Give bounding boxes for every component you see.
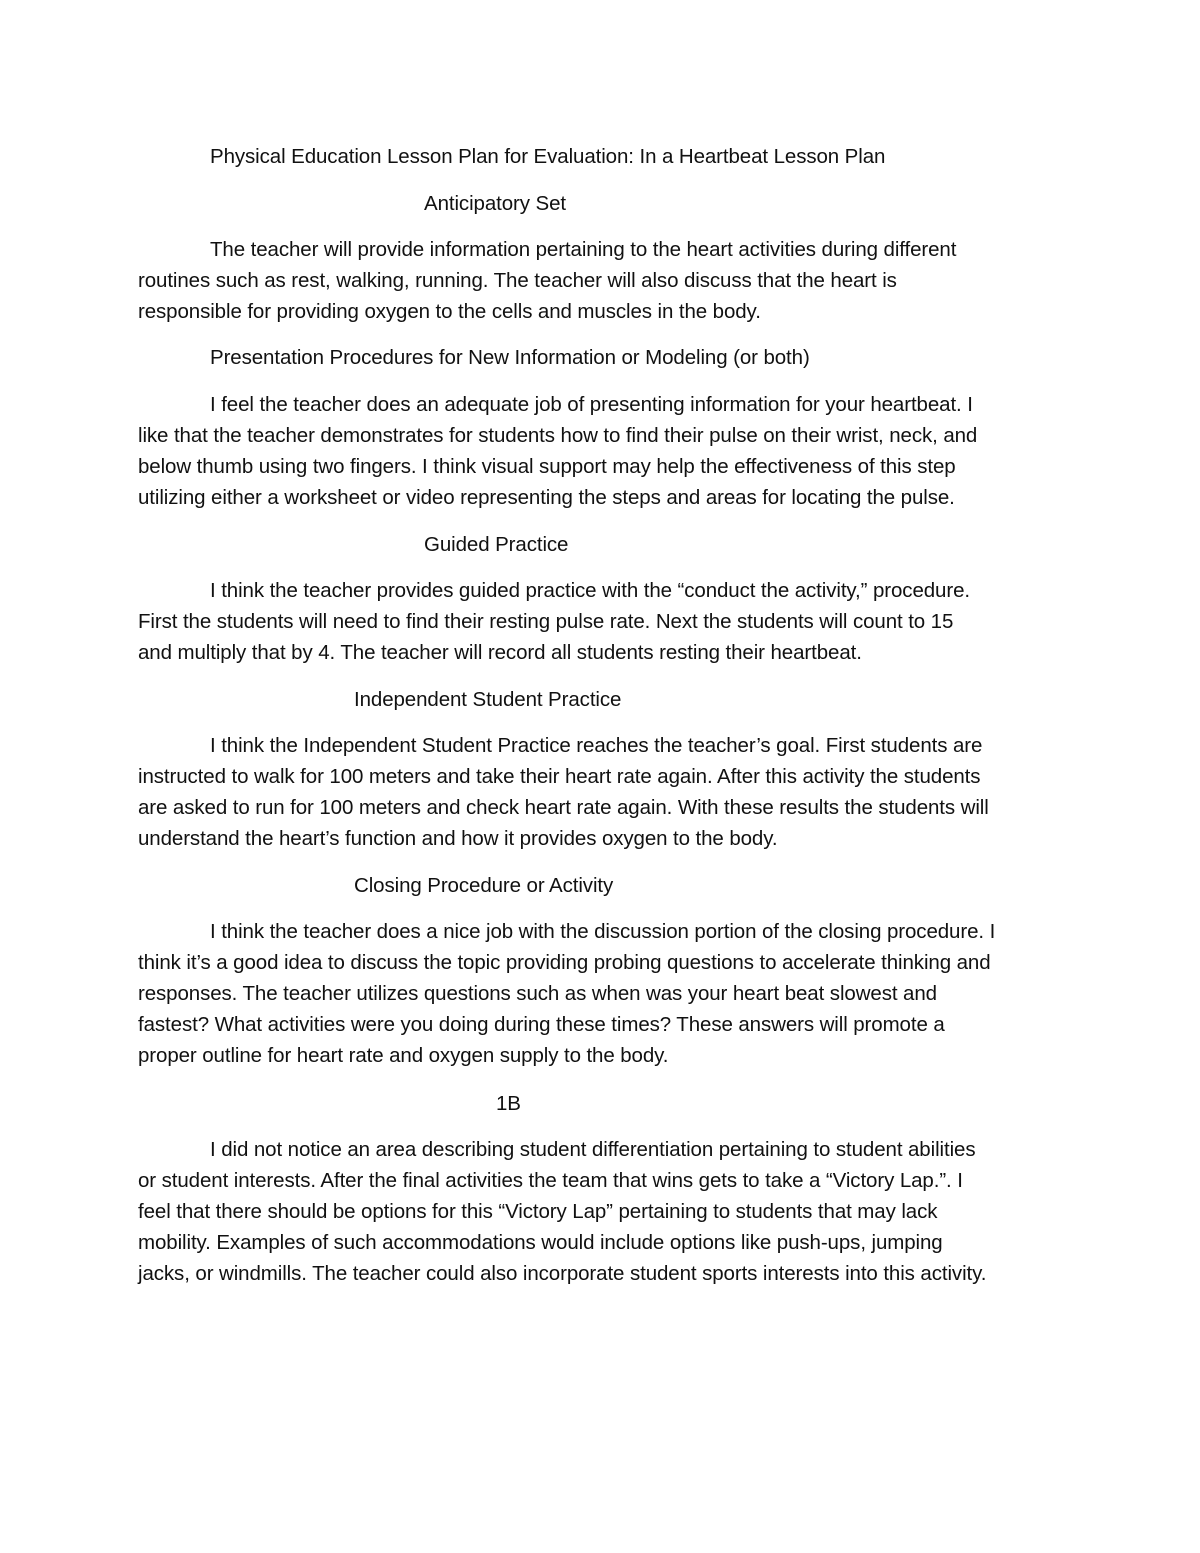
paragraph-line: understand the heart’s function and how it provides oxygen to the body. (138, 827, 778, 850)
paragraph-line: like that the teacher demonstrates for students how to find their pulse on their wrist, neck, and (138, 424, 978, 447)
paragraph-line: feel that there should be options for this “Victory Lap” pertaining to students that may lack (138, 1200, 938, 1223)
paragraph-line: I think the Independent Student Practice reaches the teacher’s goal. First students are (210, 734, 983, 757)
paragraph-line: mobility. Examples of such accommodations would include options like push-ups, jumping (138, 1231, 943, 1254)
paragraph-line: instructed to walk for 100 meters and take their heart rate again. After this activity the students (138, 765, 981, 788)
paragraph-line: responsible for providing oxygen to the cells and muscles in the body. (138, 300, 761, 323)
section-heading-1b: 1B (496, 1092, 521, 1115)
paragraph-line: and multiply that by 4. The teacher will record all students resting their heartbeat. (138, 641, 862, 664)
paragraph-line: are asked to run for 100 meters and check heart rate again. With these results the students will (138, 796, 989, 819)
paragraph-line: utilizing either a worksheet or video representing the steps and areas for locating the pulse. (138, 486, 955, 509)
section-heading-anticipatory-set: Anticipatory Set (424, 192, 566, 215)
paragraph-line: First the students will need to find their resting pulse rate. Next the students will count to 15 (138, 610, 954, 633)
paragraph-line: I feel the teacher does an adequate job of presenting information for your heartbeat. I (210, 393, 973, 416)
paragraph-line: The teacher will provide information pertaining to the heart activities during different (210, 238, 957, 261)
paragraph-line: think it’s a good idea to discuss the topic providing probing questions to accelerate thinking and (138, 951, 991, 974)
paragraph-line: proper outline for heart rate and oxygen supply to the body. (138, 1044, 669, 1067)
paragraph-line: I did not notice an area describing student differentiation pertaining to student abilities (210, 1138, 976, 1161)
document-title: Physical Education Lesson Plan for Evaluation: In a Heartbeat Lesson Plan (210, 145, 886, 168)
paragraph-line: routines such as rest, walking, running. The teacher will also discuss that the heart is (138, 269, 897, 292)
paragraph-line: I think the teacher does a nice job with the discussion portion of the closing procedure. I (210, 920, 996, 943)
section-heading-guided-practice: Guided Practice (424, 533, 569, 556)
paragraph-line: I think the teacher provides guided practice with the “conduct the activity,” procedure. (210, 579, 970, 602)
section-heading-independent-practice: Independent Student Practice (354, 688, 622, 711)
section-heading-closing-procedure: Closing Procedure or Activity (354, 874, 614, 897)
paragraph-line: or student interests. After the final activities the team that wins gets to take a “Victory Lap.”. I (138, 1169, 963, 1192)
paragraph-line: responses. The teacher utilizes questions such as when was your heart beat slowest and (138, 982, 937, 1005)
paragraph-line: jacks, or windmills. The teacher could also incorporate student sports interests into this activity. (138, 1262, 987, 1285)
section-heading-presentation-procedures: Presentation Procedures for New Information or Modeling (or both) (210, 346, 810, 369)
paragraph-line: fastest? What activities were you doing during these times? These answers will promote a (138, 1013, 945, 1036)
paragraph-line: below thumb using two fingers. I think visual support may help the effectiveness of this step (138, 455, 956, 478)
